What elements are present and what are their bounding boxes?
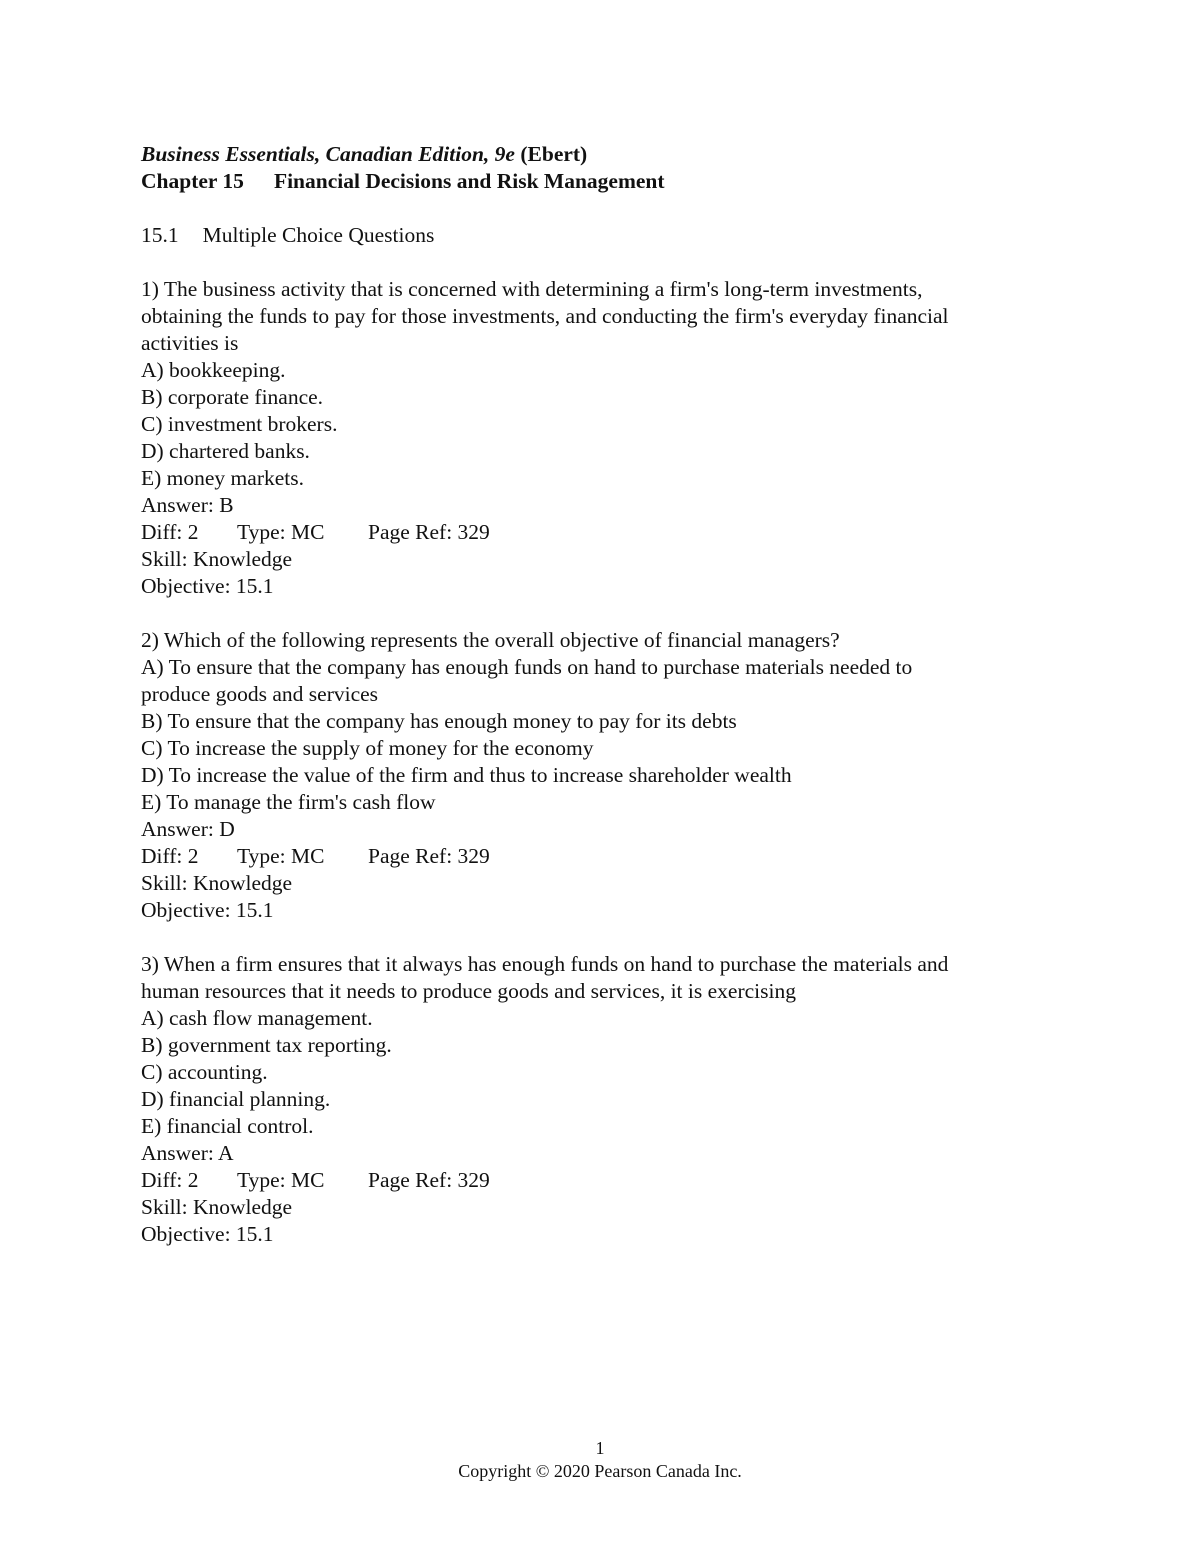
question-1 <box>141 276 1061 600</box>
book-author: (Ebert) <box>520 142 588 166</box>
objective: Objective: 15.1 <box>141 1222 274 1246</box>
chapter-heading <box>141 168 1061 195</box>
document-page <box>141 141 1061 1275</box>
answer-option: A) cash flow management. <box>141 1006 373 1030</box>
copyright-notice: Copyright © 2020 Pearson Canada Inc. <box>458 1461 742 1481</box>
question-stem-line: human resources that it needs to produce goods and services, it is exercising <box>141 979 796 1003</box>
answer-option: D) financial planning. <box>141 1087 331 1111</box>
question-stem-line: 1) The business activity that is concerned with determining a firm's long-term investments, <box>141 277 923 301</box>
section-title: Multiple Choice Questions <box>202 223 435 247</box>
chapter-number: Chapter 15 <box>141 169 244 193</box>
answer-option: D) To increase the value of the firm and thus to increase shareholder wealth <box>141 763 792 787</box>
question-type: Type: MC <box>237 1168 325 1192</box>
page-number: 1 <box>595 1438 605 1458</box>
answer-option: E) financial control. <box>141 1114 314 1138</box>
question-stem-line: obtaining the funds to pay for those investments, and conducting the firm's everyday financial <box>141 304 949 328</box>
section-number: 15.1 <box>141 223 179 247</box>
chapter-title: Financial Decisions and Risk Management <box>273 169 665 193</box>
answer-key: Answer: D <box>141 817 235 841</box>
answer-option: E) money markets. <box>141 466 304 490</box>
difficulty: Diff: 2 <box>141 844 199 868</box>
answer-option: A) bookkeeping. <box>141 358 286 382</box>
question-meta <box>141 843 1061 870</box>
answer-option: produce goods and services <box>141 682 379 706</box>
difficulty: Diff: 2 <box>141 520 199 544</box>
answer-option: D) chartered banks. <box>141 439 310 463</box>
answer-option: A) To ensure that the company has enough funds on hand to purchase materials needed to <box>141 655 913 679</box>
objective: Objective: 15.1 <box>141 574 274 598</box>
page-reference: Page Ref: 329 <box>368 844 490 868</box>
page-reference: Page Ref: 329 <box>368 520 490 544</box>
answer-option: B) government tax reporting. <box>141 1033 392 1057</box>
question-stem-line: 2) Which of the following represents the overall objective of financial managers? <box>141 628 840 652</box>
answer-option: B) corporate finance. <box>141 385 324 409</box>
question-stem-line: 3) When a firm ensures that it always has enough funds on hand to purchase the materials and <box>141 952 949 976</box>
difficulty: Diff: 2 <box>141 1168 199 1192</box>
question-3 <box>141 951 1061 1248</box>
answer-key: Answer: A <box>141 1141 234 1165</box>
question-type: Type: MC <box>237 520 325 544</box>
question-stem-line: activities is <box>141 331 239 355</box>
answer-option: C) accounting. <box>141 1060 268 1084</box>
question-type: Type: MC <box>237 844 325 868</box>
section-heading <box>141 222 1061 249</box>
skill: Skill: Knowledge <box>141 871 293 895</box>
answer-option: C) investment brokers. <box>141 412 338 436</box>
answer-option: E) To manage the firm's cash flow <box>141 790 436 814</box>
skill: Skill: Knowledge <box>141 1195 293 1219</box>
question-meta <box>141 519 1061 546</box>
answer-option: B) To ensure that the company has enough money to pay for its debts <box>141 709 737 733</box>
book-title-line <box>141 141 1061 168</box>
page-reference: Page Ref: 329 <box>368 1168 490 1192</box>
book-title: Business Essentials, Canadian Edition, 9e <box>141 142 515 166</box>
objective: Objective: 15.1 <box>141 898 274 922</box>
answer-key: Answer: B <box>141 493 234 517</box>
question-meta <box>141 1167 1061 1194</box>
skill: Skill: Knowledge <box>141 547 293 571</box>
answer-option: C) To increase the supply of money for the economy <box>141 736 594 760</box>
question-2 <box>141 627 1061 924</box>
